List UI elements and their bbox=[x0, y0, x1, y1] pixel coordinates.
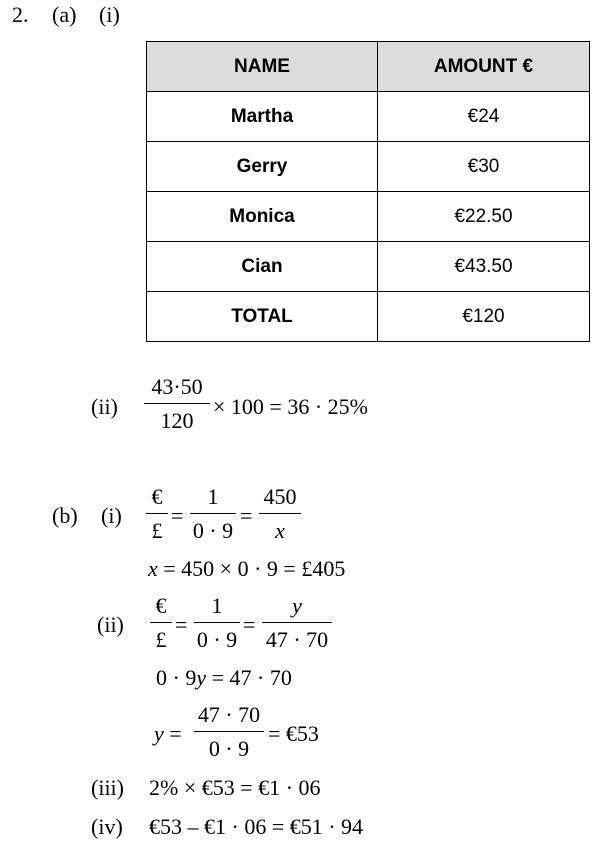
row-name: Martha bbox=[147, 92, 378, 142]
fraction-denominator: 0 · 9 bbox=[196, 627, 238, 652]
row-amount: €43.50 bbox=[378, 242, 590, 292]
division-fraction bbox=[194, 702, 264, 762]
variable-y: y = bbox=[154, 721, 182, 746]
fraction-numerator: € bbox=[155, 593, 167, 618]
fraction-numerator: 43·50 bbox=[151, 374, 203, 399]
fraction-numerator: 1 bbox=[211, 593, 223, 618]
fraction-denominator: 0 · 9 bbox=[208, 736, 250, 761]
column-header-name: NAME bbox=[147, 42, 378, 92]
row-name: Gerry bbox=[147, 142, 378, 192]
fraction-bar bbox=[194, 731, 264, 732]
table-row bbox=[147, 192, 590, 242]
solve-x-line bbox=[148, 556, 345, 582]
row-amount: €120 bbox=[378, 292, 590, 342]
table-row bbox=[147, 242, 590, 292]
fraction-bar bbox=[146, 513, 168, 514]
row-amount: €24 bbox=[378, 92, 590, 142]
table-row bbox=[147, 92, 590, 142]
row-name: TOTAL bbox=[147, 292, 378, 342]
column-header-amount: AMOUNT € bbox=[378, 42, 590, 92]
final-amount-expression: €53 – €1 · 06 = €51 · 94 bbox=[149, 814, 364, 839]
fraction-denominator: 120 bbox=[160, 408, 194, 433]
fraction-denominator: 0 · 9 bbox=[192, 518, 234, 543]
variable-y-symbol: y bbox=[154, 721, 164, 746]
row-amount: €22.50 bbox=[378, 192, 590, 242]
equals-sign: = bbox=[243, 612, 256, 637]
fraction-bar bbox=[262, 622, 332, 623]
percentage-fraction bbox=[144, 374, 210, 434]
row-name: Cian bbox=[147, 242, 378, 292]
fraction-numerator: y bbox=[292, 593, 302, 618]
commission-expression: 2% × €53 = €1 · 06 bbox=[149, 775, 321, 800]
equals-sign: = bbox=[171, 503, 184, 528]
currency-ratio-fraction bbox=[150, 593, 172, 653]
percentage-result: × 100 = 36 · 25% bbox=[213, 394, 368, 419]
table-header-row bbox=[147, 42, 590, 92]
fraction-denominator: £ bbox=[155, 627, 167, 652]
sub-i-label: (i) bbox=[99, 2, 120, 27]
fraction-numerator: 47 · 70 bbox=[197, 702, 261, 727]
fraction-denominator: £ bbox=[151, 518, 163, 543]
b-ii-label: (ii) bbox=[97, 612, 124, 637]
rate-fraction bbox=[194, 593, 240, 653]
fraction-bar bbox=[144, 403, 210, 404]
row-name: Monica bbox=[147, 192, 378, 242]
equals-sign: = bbox=[175, 612, 188, 637]
part-b-label: (b) bbox=[52, 503, 78, 528]
fraction-denominator: 47 · 70 bbox=[265, 627, 329, 652]
rate-fraction bbox=[190, 484, 236, 544]
fraction-numerator: 1 bbox=[207, 484, 219, 509]
fraction-bar bbox=[190, 513, 236, 514]
fraction-numerator: 450 bbox=[263, 484, 297, 509]
table-row bbox=[147, 142, 590, 192]
variable-y: y bbox=[196, 665, 207, 690]
fraction-numerator: € bbox=[151, 484, 163, 509]
unknown-fraction bbox=[262, 593, 332, 653]
fraction-bar bbox=[194, 622, 240, 623]
variable-x: x bbox=[148, 556, 158, 581]
equation-line bbox=[156, 665, 292, 691]
part-a-label: (a) bbox=[52, 2, 77, 27]
fraction-denominator: x bbox=[275, 518, 285, 543]
solve-x-expression: = 450 × 0 · 9 = £405 bbox=[163, 556, 346, 581]
b-iii-label: (iii) bbox=[91, 775, 124, 800]
b-i-label: (i) bbox=[101, 503, 122, 528]
coefficient: 0 · 9 bbox=[156, 665, 197, 690]
equals-sign: = bbox=[240, 503, 253, 528]
sub-ii-label: (ii) bbox=[91, 394, 118, 419]
row-amount: €30 bbox=[378, 142, 590, 192]
amounts-table bbox=[146, 41, 590, 342]
fraction-bar bbox=[259, 513, 301, 514]
currency-ratio-fraction bbox=[146, 484, 168, 544]
unknown-fraction bbox=[259, 484, 301, 544]
question-number: 2. bbox=[12, 2, 29, 27]
equation-rhs: = 47 · 70 bbox=[211, 665, 292, 690]
table-row-total bbox=[147, 292, 590, 342]
division-result: = €53 bbox=[268, 721, 319, 746]
fraction-bar bbox=[150, 622, 172, 623]
b-iv-label: (iv) bbox=[91, 814, 123, 839]
